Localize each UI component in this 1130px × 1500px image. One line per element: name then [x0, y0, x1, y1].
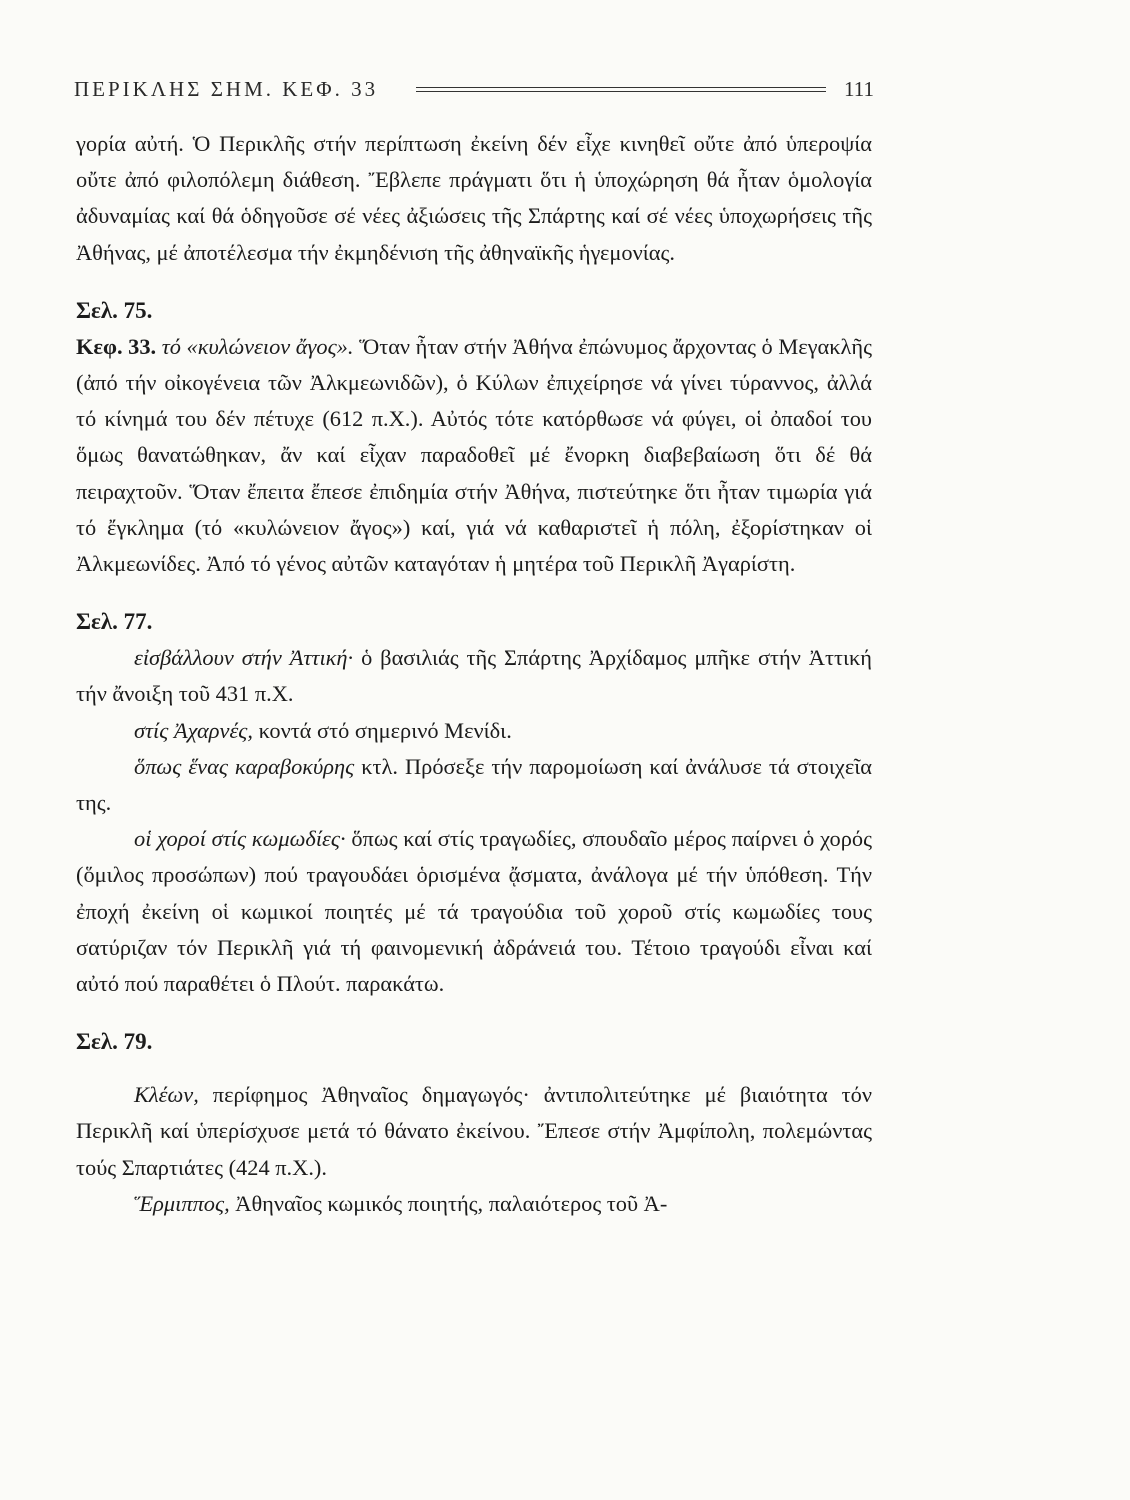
term-kyloneion: τό «κυλώνειον ἄγος».	[161, 333, 354, 359]
paragraph-attica-text: ὁ βασιλιάς τῆς Σπάρτης Ἀρχίδαμος μπῆκε στήν Ἀττική τήν ἄνοιξη τοῦ 431 π.Χ.	[76, 645, 872, 707]
paragraph-hermippos-text: Ἀθηναῖος κωμικός ποιητής, παλαιότερος τοῦ Ἀ-	[235, 1190, 668, 1216]
paragraph-hermippos	[76, 1186, 872, 1222]
paragraph-choroi-text: ὅπως καί στίς τραγωδίες, σπουδαῖο μέρος παίρνει ὁ χορός (ὅμιλος προσώπων) πού τραγουδάει ὁρισμένα ᾄσματα, ἀνάλογα μέ τήν ὑπόθεση. Τήν ἐποχή ἐκείνη οἱ κωμικοί ποιητές μέ τά τραγούδια τοῦ χοροῦ στίς κωμωδίες τους σατύριζαν τόν Περικλῆ γιά τή φαινομενική ἀδράνειά του. Τέτοιο τραγούδι εἶναι καί αὐτό πού παραθέτει ὁ Πλούτ. παρακάτω.	[76, 826, 872, 997]
term-attica: εἰσβάλλουν στήν Ἀττική·	[134, 645, 354, 671]
section-heading-75: Σελ. 75.	[76, 297, 153, 323]
paragraph-karavokyris	[76, 749, 872, 821]
paragraph-choroi	[76, 821, 872, 1002]
paragraph-karavokyris-text: κτλ. Πρόσεξε τήν παρομοίωση καί ἀνάλυσε τά στοιχεῖα της.	[76, 753, 872, 816]
term-karavokyris: ὅπως ἕνας καραβοκύρης	[134, 753, 355, 779]
paragraph-kylon	[76, 329, 872, 582]
paragraph-continuation: γορία αὐτή. Ὁ Περικλῆς στήν περίπτωση ἐκείνη δέν εἶχε κινηθεῖ οὔτε ἀπό ὑπεροψία οὔτε ἀπό φιλοπόλεμη διάθεση. Ἔβλεπε πράγματι ὅτι ἡ ὑποχώρηση θά ἦταν ὁμολογία ἀδυναμίας καί θά ὁδηγοῦσε σέ νέες ἀξιώσεις τῆς Σπάρτης καί σέ νέες ὑποχωρήσεις τῆς Ἀθήνας, μέ ἀποτέλεσμα τήν ἐκμηδένιση τῆς ἀθηναϊκῆς ἡγεμονίας.	[76, 131, 872, 265]
running-title: ΠΕΡΙΚΛΗΣ ΣΗΜ. ΚΕΦ. 33	[74, 76, 379, 101]
page-body	[76, 126, 872, 1222]
term-choroi: οἱ χοροί στίς κωμωδίες·	[134, 826, 346, 852]
header-rule	[416, 87, 826, 92]
paragraph-kleon-text: περίφημος Ἀθηναῖος δημαγωγός· ἀντιπολιτεύτηκε μέ βιαιότητα τόν Περικλῆ καί ὑπερίσχυσε μετά τό θάνατο ἐκείνου. Ἔπεσε στήν Ἀμφίπολη, πολεμώντας τούς Σπαρτιάτες (424 π.Χ.).	[76, 1082, 872, 1180]
section-heading-77: Σελ. 77.	[76, 609, 153, 635]
term-acharnes: στίς Ἀχαρνές,	[134, 717, 253, 743]
paragraph-kylon-text: Ὅταν ἦταν στήν Ἀθήνα ἐπώνυμος ἄρχοντας ὁ Μεγακλῆς (ἀπό τήν οἰκογένεια τῶν Ἀλκμεωνιδῶν), ὁ Κύλων ἐπιχείρησε νά γίνει τύραννος, ἀλλά τό κίνημά του δέν πέτυχε (612 π.Χ.). Αὐτός τότε κατόρθωσε νά φύγει, οἱ ὀπαδοί του ὅμως θανατώθηκαν, ἄν καί εἶχαν παραδοθεῖ μέ ἔνορκη διαβεβαίωση ὅτι δέ θά πειραχτοῦν. Ὅταν ἔπειτα ἔπεσε ἐπιδημία στήν Ἀθήνα, πιστεύτηκε ὅτι ἦταν τιμωρία γιά τό ἔγκλημα (τό «κυλώνειον ἄγος») καί, γιά νά καθαριστεῖ ἡ πόλη, ἐξορίστηκαν οἱ Ἀλκμεωνίδες. Ἀπό τό γένος αὐτῶν καταγόταν ἡ μητέρα τοῦ Περικλῆ Ἀγαρίστη.	[76, 333, 872, 577]
paragraph-attica	[76, 640, 872, 712]
running-header	[74, 74, 874, 104]
term-hermippos: Ἕρμιππος,	[134, 1190, 230, 1216]
section-heading-79: Σελ. 79.	[76, 1029, 153, 1055]
chapter-label: Κεφ. 33.	[76, 333, 157, 359]
paragraph-kleon	[76, 1077, 872, 1186]
paragraph-acharnes-text: κοντά στό σημερινό Μενίδι.	[258, 717, 512, 743]
term-kleon: Κλέων,	[134, 1082, 199, 1108]
paragraph-acharnes	[76, 713, 872, 749]
page-number: 111	[844, 76, 874, 101]
